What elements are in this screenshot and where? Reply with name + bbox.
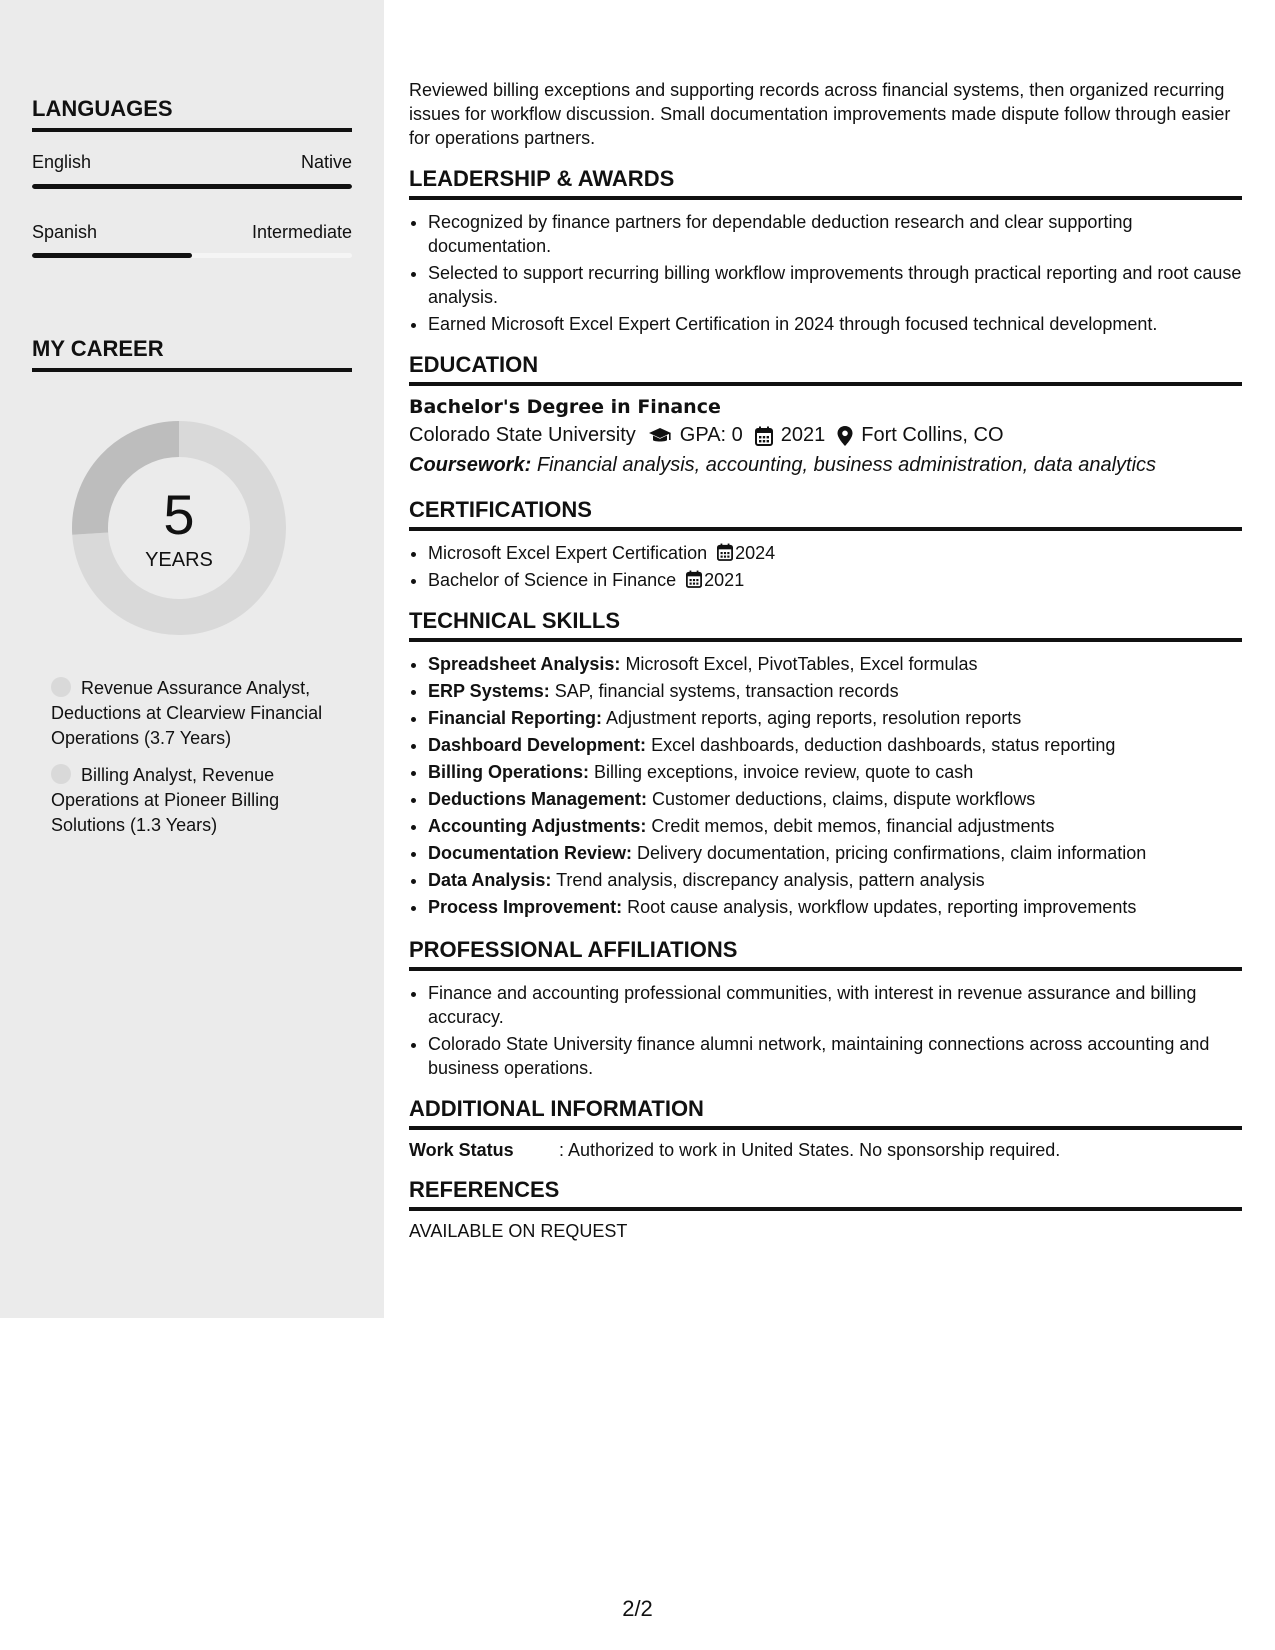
references-text: AVAILABLE ON REQUEST bbox=[409, 1221, 628, 1241]
skill-value: Root cause analysis, workflow updates, reporting improvements bbox=[627, 897, 1137, 917]
skill-value: Microsoft Excel, PivotTables, Excel formulas bbox=[625, 654, 978, 674]
leadership-item: • Selected to support recurring billing workflow improvements through practical reporting and root cause analysis. bbox=[428, 261, 1242, 309]
skill-value: Trend analysis, discrepancy analysis, pattern analysis bbox=[556, 870, 985, 890]
language-level: Native bbox=[300, 152, 352, 172]
affiliations-title: PROFESSIONAL AFFILIATIONS bbox=[409, 937, 1242, 971]
sidebar bbox=[0, 0, 384, 1318]
certification-year: 2024 bbox=[735, 543, 776, 563]
language-bar-english bbox=[32, 184, 352, 189]
skill-item bbox=[428, 733, 1242, 757]
skill-item bbox=[428, 814, 1242, 838]
gpa: GPA: 0 bbox=[679, 424, 743, 446]
certification-item bbox=[428, 541, 1242, 565]
language-name: English bbox=[32, 152, 92, 172]
language-bar-fill bbox=[32, 253, 192, 258]
skill-value: Customer deductions, claims, dispute workflows bbox=[652, 789, 1036, 809]
work-status-value: : Authorized to work in United States. No sponsorship required. bbox=[559, 1140, 1061, 1160]
skill-item bbox=[428, 679, 1242, 703]
skill-label: Financial Reporting: bbox=[428, 708, 603, 728]
additional-info-title: ADDITIONAL INFORMATION bbox=[409, 1096, 1242, 1130]
language-row-english bbox=[32, 152, 352, 173]
career-item bbox=[51, 763, 341, 838]
work-status-label: Work Status bbox=[409, 1140, 514, 1160]
location-pin-icon bbox=[837, 426, 853, 446]
career-donut bbox=[66, 415, 292, 641]
skill-item bbox=[428, 841, 1242, 865]
affiliation-item: • Finance and accounting professional communities, with interest in revenue assurance and billing accuracy. bbox=[428, 981, 1242, 1029]
skill-value: Billing exceptions, invoice review, quote to cash bbox=[594, 762, 974, 782]
skill-label: ERP Systems: bbox=[428, 681, 550, 701]
career-dot-icon bbox=[51, 677, 71, 697]
skill-value: Excel dashboards, deduction dashboards, status reporting bbox=[651, 735, 1116, 755]
leadership-title: LEADERSHIP & AWARDS bbox=[409, 166, 1242, 200]
affiliation-item: • Colorado State University finance alumni network, maintaining connections across accounting and business operations. bbox=[428, 1032, 1242, 1080]
school-name: Colorado State University bbox=[409, 424, 636, 446]
career-item bbox=[51, 676, 341, 751]
certifications-list bbox=[428, 541, 1242, 592]
calendar-icon bbox=[755, 426, 773, 446]
work-status-row bbox=[409, 1140, 1242, 1161]
skill-value: Delivery documentation, pricing confirmations, claim information bbox=[637, 843, 1147, 863]
graduation-cap-icon bbox=[648, 427, 672, 445]
references-title: REFERENCES bbox=[409, 1177, 1242, 1211]
skill-item bbox=[428, 895, 1242, 919]
career-title: MY CAREER bbox=[32, 336, 352, 372]
skill-value: SAP, financial systems, transaction records bbox=[554, 681, 899, 701]
intro-paragraph: Reviewed billing exceptions and supporting records across financial systems, then organized recurring issues for workflow discussion. Small documentation improvements made dispute follow through easier for operations partners. bbox=[409, 80, 1231, 148]
skill-item bbox=[428, 868, 1242, 892]
skill-label: Spreadsheet Analysis: bbox=[428, 654, 621, 674]
page-number: 2/2 bbox=[622, 1596, 653, 1621]
skill-label: Data Analysis: bbox=[428, 870, 552, 890]
skill-value: Credit memos, debit memos, financial adjustments bbox=[651, 816, 1055, 836]
skills-list bbox=[428, 652, 1242, 919]
coursework bbox=[409, 454, 1242, 477]
career-dot-icon bbox=[51, 764, 71, 784]
skill-label: Dashboard Development: bbox=[428, 735, 647, 755]
certification-name: Bachelor of Science in Finance bbox=[428, 570, 677, 590]
career-years-number: 5 bbox=[163, 482, 195, 546]
graduation-year: 2021 bbox=[780, 424, 826, 446]
skill-label: Billing Operations: bbox=[428, 762, 590, 782]
language-row-spanish bbox=[32, 222, 352, 243]
skill-label: Accounting Adjustments: bbox=[428, 816, 647, 836]
language-bar-fill bbox=[32, 184, 352, 189]
calendar-icon bbox=[686, 570, 702, 588]
career-donut-center bbox=[66, 415, 292, 641]
career-years-unit: YEARS bbox=[145, 548, 213, 571]
leadership-list bbox=[428, 210, 1242, 336]
coursework-label: Coursework: bbox=[409, 454, 532, 476]
skill-item bbox=[428, 787, 1242, 811]
coursework-text: Financial analysis, accounting, business administration, data analytics bbox=[536, 454, 1157, 476]
leadership-item: • Recognized by finance partners for dependable deduction research and clear supporting documentation. bbox=[428, 210, 1242, 258]
certification-item bbox=[428, 568, 1242, 592]
language-bar-spanish bbox=[32, 253, 352, 258]
education-details bbox=[409, 424, 1242, 447]
main-content bbox=[409, 78, 1242, 1242]
certifications-title: CERTIFICATIONS bbox=[409, 497, 1242, 531]
languages-title: LANGUAGES bbox=[32, 96, 352, 132]
skill-item bbox=[428, 706, 1242, 730]
skill-label: Deductions Management: bbox=[428, 789, 648, 809]
school-location: Fort Collins, CO bbox=[861, 424, 1004, 446]
career-item-text: Revenue Assurance Analyst, Deductions at Clearview Financial Operations (3.7 Years) bbox=[51, 678, 323, 748]
skills-title: TECHNICAL SKILLS bbox=[409, 608, 1242, 642]
degree-name: Bachelor's Degree in Finance bbox=[409, 396, 721, 418]
career-list bbox=[51, 676, 341, 850]
skill-item bbox=[428, 760, 1242, 784]
certification-year: 2021 bbox=[704, 570, 745, 590]
leadership-item: • Earned Microsoft Excel Expert Certification in 2024 through focused technical development. bbox=[428, 312, 1242, 336]
affiliations-list bbox=[428, 981, 1242, 1080]
skill-item bbox=[428, 652, 1242, 676]
education-title: EDUCATION bbox=[409, 352, 1242, 386]
certification-name: Microsoft Excel Expert Certification bbox=[428, 543, 708, 563]
language-name: Spanish bbox=[32, 222, 98, 242]
language-level: Intermediate bbox=[251, 222, 352, 242]
skill-value: Adjustment reports, aging reports, resolution reports bbox=[606, 708, 1022, 728]
career-item-text: Billing Analyst, Revenue Operations at Pioneer Billing Solutions (1.3 Years) bbox=[51, 765, 280, 835]
skill-label: Process Improvement: bbox=[428, 897, 623, 917]
calendar-icon bbox=[717, 543, 733, 561]
skill-label: Documentation Review: bbox=[428, 843, 633, 863]
